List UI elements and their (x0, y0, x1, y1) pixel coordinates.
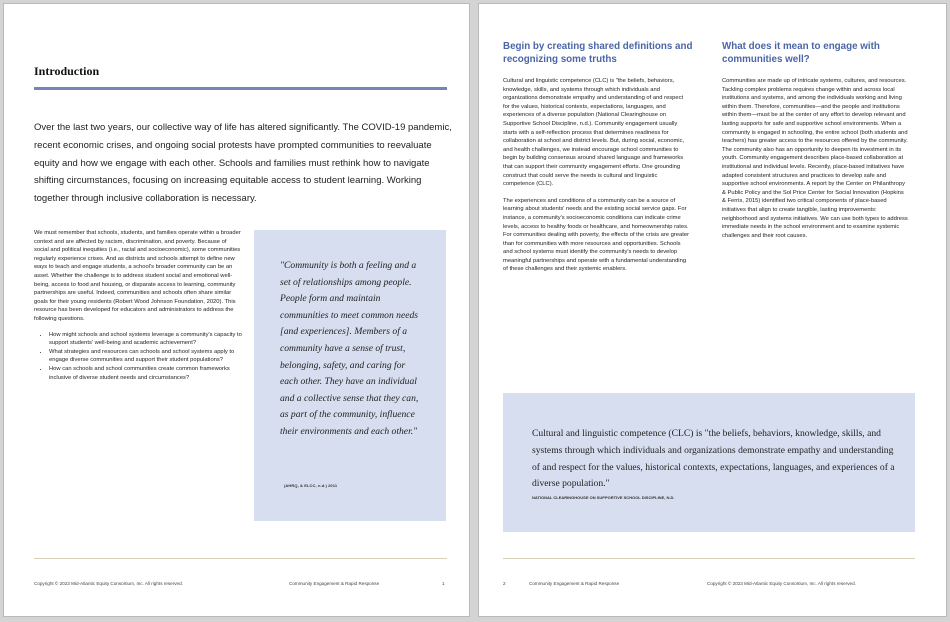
list-item: • How can schools and school communities create common frameworks inclusive of diverse student needs and circumstances? (49, 365, 242, 382)
footer-rule (503, 558, 915, 559)
body-paragraph: We must remember that schools, students, and families operate within a broader context and are affected by racism, discrimination, and poverty. Because of social and political inequities (i.e., racial and socioeconomic), some communities regularly experience crises. And as districts and schools attempt to define new ways to teach and engage students, a school's broader community can be an asset. Whether the challenge is to address student social and emotional well-being, access to food and housing, or disparate access to learning, community partnerships are useful. Indeed, communities and schools often share similar goals for their young residents (Robert Wood Johnson Foundation, 2020). This resource has been developed for educators and administrators to address the following questions. (34, 230, 241, 322)
footer-rule (34, 558, 447, 559)
list-item: • How might schools and school systems leverage a community's capacity to support students' well-being and academic achievement? (49, 331, 242, 348)
left-page (3, 3, 470, 617)
clc-citation: NATIONAL CLEARINGHOUSE ON SUPPORTIVE SCHOOL DISCIPLINE, N.D. (532, 495, 675, 500)
shared-definitions-column (503, 77, 690, 282)
engage-communities-column (722, 77, 909, 248)
community-conditions-paragraph: The experiences and conditions of a community can be a source of learning about students' needs and the existing social service gaps. For instance, a community's socioeconomic conditions can indicate crime levels, access to healthy foods or healthcare, and homeownership rates. For communities dealing with poverty, the effects of the crisis are greater than for communities with more resources and opportunities. Schools and school systems must identify the community's needs to develop meaningful partnerships and operate with a fundamental understanding of these challenges and their systemic enablers. (503, 197, 690, 273)
footer-copyright: Copyright © 2023 Mid-Atlantic Equity Consortium, Inc. All rights reserved. (34, 581, 183, 586)
section-heading-engage-communities: What does it mean to engage with communities well? (722, 41, 880, 65)
community-quote-box (254, 230, 446, 521)
intro-paragraph: Over the last two years, our collective way of life has altered significantly. The COVID-19 pandemic, recent economic crises, and ongoing social protests have prompted communities to reevaluate equity and how we engage with each other. Schools and families must rethink how to navigate shifting circumstances, focusing on increasing equitable access to student learning. Working together through inclusive collaboration is necessary. (34, 122, 452, 205)
title-rule (34, 87, 447, 90)
list-item: • What strategies and resources can schools and school systems apply to engage diverse communities and support their student populations? (49, 348, 242, 365)
page-number: 1 (442, 581, 445, 586)
clc-quote-box (503, 393, 915, 532)
clc-definition-paragraph: Cultural and linguistic competence (CLC) is "the beliefs, behaviors, knowledge, skills, and systems through which individuals and organizations demonstrate empathy and understanding of and respect for the values, historical contexts, expectations, languages, and experiences of a diverse population (National Clearinghouse on Supportive School Discipline, n.d.). Community engagement usually starts with a self-reflection process that determines readiness for collaboration at school and district levels. But, during social, economic, and health challenges, we instead encourage school communities to begin by building consensus around shared language and frameworks that can support their community engagement efforts. One grounding construct that could serve the needs is cultural and linguistic competence (CLC). (503, 78, 685, 188)
community-engagement-paragraph: Communities are made up of intricate systems, cultures, and resources. Tackling complex problems requires change within and across local institutions and systems, and among the individuals working and living within them. Therefore, communities—and the people and institutions within them—must be at the center of any effort to develop relevant and lasting supports for safe and supportive school environments. When a community is engaged in schooling, the entire school (both students and teachers) has greater access to the resources offered by the community. The community also has an opportunity to deepen its investment in its youth. Community engagement describes place-based collaboration at institutional and individual levels. Recently, place-based initiatives have adapted consistent structures and practices to develop safe and supportive school environments. A report by the Center on Philanthropy & Public Policy and the Sol Price Center for Social Innovation (Hopkins & Ferris, 2015) identified two critical components of place-based initiatives that align to create tangible, lasting improvements: neighborhood and systems initiatives. We can use both types to address immediate needs in the school environment and to examine systemic challenges and their root causes. (722, 78, 908, 239)
question-list (34, 331, 242, 383)
page-number: 2 (503, 581, 506, 586)
footer-copyright: Copyright © 2023 Mid-Atlantic Equity Consortium, Inc. All rights reserved. (707, 581, 856, 586)
left-column (34, 229, 242, 382)
community-quote: "Community is both a feeling and a set of relationships among people. People form and maintain communities to meet common needs [and experiences]. Members of a community have a sense of trust, belonging, safety, and caring for each other. They have an individual and a collective sense that they can, as part of the community, influence their environments and each other." (280, 260, 419, 437)
section-heading-shared-definitions: Begin by creating shared definitions and recognizing some truths (503, 41, 693, 65)
right-page (478, 3, 947, 617)
page-title: Introduction (34, 64, 100, 78)
footer-title: Community Engagement & Rapid Response (529, 581, 620, 586)
quote-citation: (AHRQ, & ELCC, n.d.) 2011 (284, 483, 338, 488)
clc-quote: Cultural and linguistic competence (CLC) is "the beliefs, behaviors, knowledge, skills, and systems through which individuals and organizations demonstrate empathy and understanding of and respect for the values, historical contexts, expectations, languages, and experiences of a diverse population." (532, 428, 895, 490)
footer-title: Community Engagement & Rapid Response (289, 581, 380, 586)
